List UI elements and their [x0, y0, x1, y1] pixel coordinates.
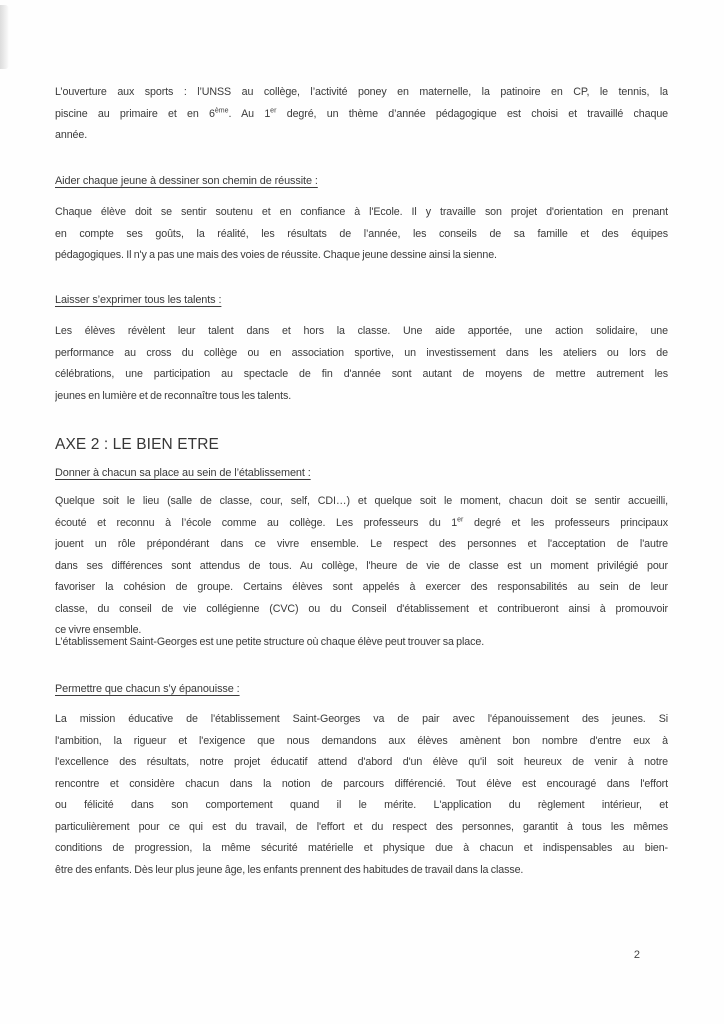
text-line: écouté et reconnu à l’école comme au collège. Les professeurs du 1er degré et les professeurs principaux [55, 515, 668, 529]
heading-epanouisse: Permettre que chacun s’y épanouisse : [55, 683, 240, 695]
heading-talents: Laisser s’exprimer tous les talents : [55, 294, 222, 306]
text-line: ou félicité dans son comportement quand il le mérite. L'application du règlement intérieur, et [55, 799, 668, 811]
heading-place-etablissement: Donner à chacun sa place au sein de l’établissement : [55, 467, 311, 479]
text-line: ce vivre ensemble. [55, 624, 142, 636]
text-line: favoriser la cohésion de groupe. Certains élèves sont appelés à exercer des responsabilités au sein de leur [55, 581, 668, 593]
text-line: Les élèves révèlent leur talent dans et hors la classe. Une aide apportée, une action solidaire, une [55, 325, 668, 337]
text-line: conditions de progression, la même sécurité matérielle et physique due à chacun et indispensables au bien- [55, 842, 668, 854]
heading-chemin-reussite: Aider chaque jeune à dessiner son chemin de réussite : [55, 175, 318, 187]
section-title-axe2: AXE 2 : LE BIEN ETRE [55, 436, 219, 453]
page-number: 2 [633, 949, 640, 961]
paragraph-petite-structure [55, 632, 668, 654]
text-line: année. [55, 129, 88, 141]
paragraph-epanouisse [55, 709, 668, 881]
text-line: jouent un rôle prépondérant dans ce vivre ensemble. Le respect des personnes et l'acceptation de l'autre [55, 538, 668, 550]
superscript-text: er [457, 515, 464, 523]
text-line: piscine au primaire et en 6ème. Au 1er degré, un thème d’année pédagogique est choisi et travaillé chaque [55, 106, 668, 120]
paragraph-ouverture-sports [55, 82, 668, 147]
paragraph-chemin-reussite [55, 202, 668, 267]
text-line: célébrations, une participation au spectacle de fin d'année sont autant de moyens de mettre autrement les [55, 368, 668, 380]
paragraph-place-etablissement [55, 491, 668, 642]
paragraph-talents [55, 321, 668, 407]
text-line: L’établissement Saint-Georges est une petite structure où chaque élève peut trouver sa place. [55, 636, 485, 648]
text-line: pédagogiques. Il n'y a pas une mais des voies de réussite. Chaque jeune dessine ainsi la sienne. [55, 249, 497, 261]
text-line: être des enfants. Dès leur plus jeune âge, les enfants prennent des habitudes de travail dans la classe. [55, 863, 524, 876]
scan-artifact [0, 5, 9, 69]
text-line: classe, du conseil de vie collégienne (CVC) ou du Conseil d'établissement et contribueront ainsi à promouvoir [55, 602, 668, 615]
text-line: performance au cross du collège ou en association sportive, un investissement dans les ateliers ou lors de [55, 346, 668, 359]
text-line: L’ouverture aux sports : l’UNSS au collège, l’activité poney en maternelle, la patinoire en CP, le tennis, la [55, 86, 668, 98]
text-line: La mission éducative de l'établissement Saint-Georges va de pair avec l'épanouissement des jeunes. Si [55, 713, 668, 725]
text-line: l'ambition, la rigueur et l'exigence que nous demandons aux élèves amènent bon nombre d'entre eux à [55, 734, 668, 747]
text-line: particulièrement pour ce qui est du travail, de l'effort et du respect des personnes, garantit à tous les mêmes [55, 820, 668, 833]
text-line: en compte ses goûts, la réalité, les résultats de l’année, les conseils de sa famille et des équipes [55, 227, 668, 240]
text-line: l'excellence des résultats, notre projet éducatif attend d'abord d'un élève qu'il soit heureux de venir à notre [55, 756, 668, 768]
text-line: jeunes en lumière et de reconnaître tous les talents. [55, 389, 292, 402]
text-line: Chaque élève doit se sentir soutenu et en confiance à l'Ecole. Il y travaille son projet d'orientation en prenant [55, 206, 668, 218]
superscript-text: er [270, 106, 277, 114]
superscript-text: ème [214, 106, 229, 114]
text-line: Quelque soit le lieu (salle de classe, cour, self, CDI…) et quelque soit le moment, chacun doit se sentir accueilli, [55, 495, 668, 507]
text-line: dans ses différences sont attendus de tous. Au collège, l'heure de vie de classe est un moment privilégié pour [55, 559, 668, 572]
text-line: rencontre et considère chacun dans la notion de parcours différencié. Tout élève est encouragé dans l'effort [55, 777, 668, 790]
